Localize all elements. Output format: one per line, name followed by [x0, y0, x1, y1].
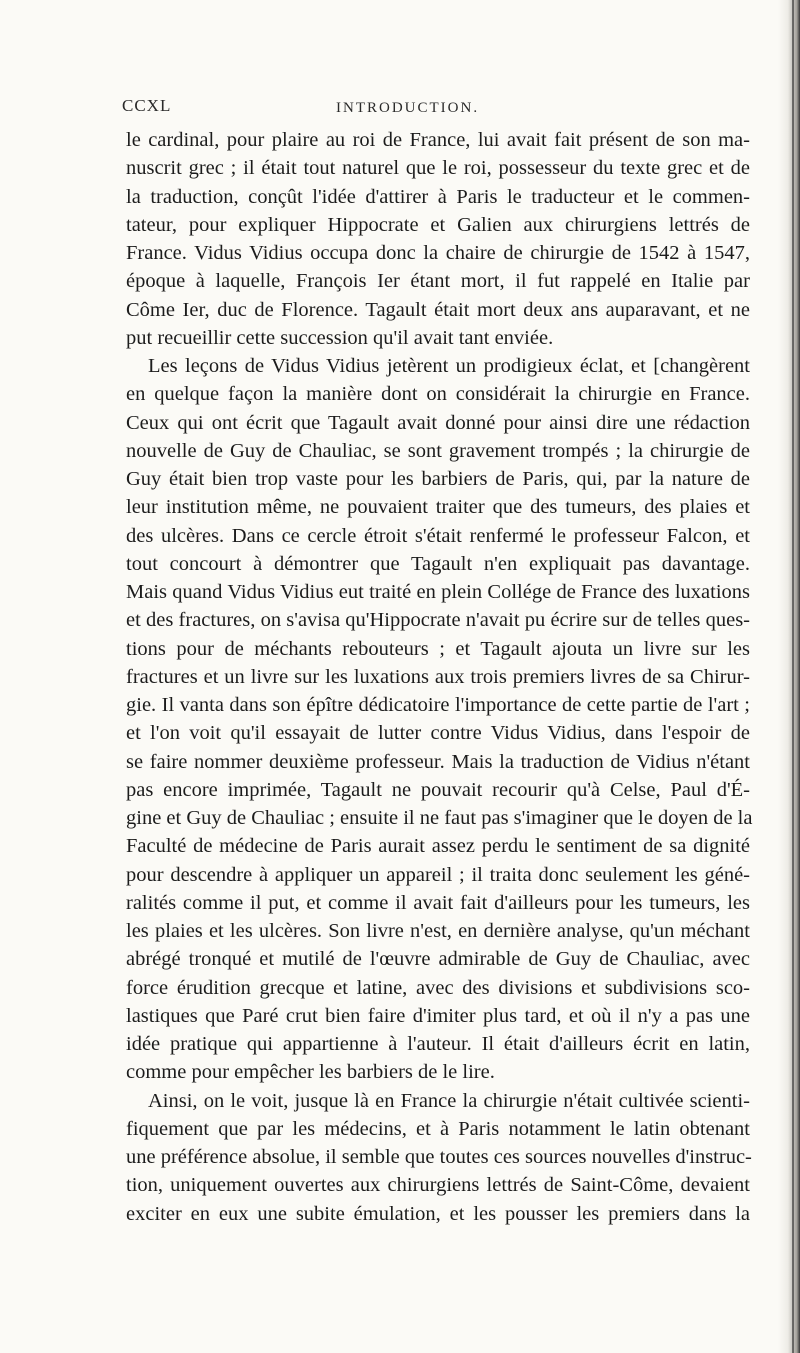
- text-line: nuscrit grec ; il était tout naturel que le roi, possesseur du texte grec et de: [126, 157, 750, 180]
- book-binding-line: [792, 0, 794, 1353]
- text-line: ralités comme il put, et comme il avait fait d'ailleurs pour les tumeurs, les: [126, 891, 750, 914]
- text-line: Faculté de médecine de Paris aurait assez perdu le sentiment de sa dignité: [126, 835, 750, 858]
- text-line: le cardinal, pour plaire au roi de France, lui avait fait présent de son ma-: [126, 129, 750, 151]
- text-line: exciter en eux une subite émulation, et les pousser les premiers dans la: [126, 1202, 750, 1225]
- text-line: put recueillir cette succession qu'il avait tant enviée.: [126, 326, 554, 349]
- text-line: abrégé tronqué et mutilé de l'œuvre admirable de Guy de Chauliac, avec: [126, 948, 750, 971]
- text-line: époque à laquelle, François Ier étant mort, il fut rappelé en Italie par: [126, 270, 750, 293]
- text-line: Guy était bien trop vaste pour les barbiers de Paris, qui, par la nature de: [126, 468, 750, 490]
- text-line: fractures et un livre sur les luxations aux trois premiers livres de sa Chirur-: [126, 665, 750, 688]
- text-line: en quelque façon la manière dont on considérait la chirurgie en France.: [126, 383, 750, 406]
- text-line: se faire nommer deuxième professeur. Mais la traduction de Vidius n'étant: [126, 750, 750, 773]
- text-line: nouvelle de Guy de Chauliac, se sont gravement trompés ; la chirurgie de: [126, 439, 750, 462]
- text-line: tateur, pour expliquer Hippocrate et Galien aux chirurgiens lettrés de: [126, 213, 750, 236]
- text-line: Côme Ier, duc de Florence. Tagault était mort deux ans auparavant, et ne: [126, 298, 750, 321]
- running-head: INTRODUCTION.: [336, 100, 480, 116]
- text-line: force érudition grecque et latine, avec des divisions et subdivisions sco-: [126, 976, 750, 999]
- text-line: Mais quand Vidus Vidius eut traité en plein Collége de France des luxations: [126, 581, 750, 603]
- text-line: gie. Il vanta dans son épître dédicatoire l'importance de cette partie de l'art ;: [126, 694, 750, 716]
- text-line: tions pour de méchants rebouteurs ; et Tagault ajouta un livre sur les: [126, 637, 750, 660]
- text-line: une préférence absolue, il semble que toutes ces sources nouvelles d'instruc-: [126, 1146, 752, 1168]
- text-line: France. Vidus Vidius occupa donc la chaire de chirurgie de 1542 à 1547,: [126, 242, 750, 264]
- text-line: Ceux qui ont écrit que Tagault avait donné pour ainsi dire une rédaction: [126, 411, 750, 434]
- book-binding-edge: [778, 0, 800, 1353]
- text-line: gine et Guy de Chauliac ; ensuite il ne faut pas s'imaginer que le doyen de la: [126, 807, 753, 829]
- text-line: et des fractures, on s'avisa qu'Hippocrate n'avait pu écrire sur de telles ques-: [126, 609, 750, 632]
- page-number: CCXL: [122, 96, 172, 115]
- body-text: [126, 126, 753, 1228]
- text-line: leur institution même, ne pouvaient traiter que des tumeurs, des plaies et: [126, 496, 750, 519]
- text-line: Ainsi, on le voit, jusque là en France la chirurgie n'était cultivée scienti-: [148, 1089, 750, 1112]
- text-line: et l'on voit qu'il essayait de lutter contre Vidus Vidius, dans l'espoir de: [126, 722, 750, 745]
- text-line: pour descendre à appliquer un appareil ; il traita donc seulement les géné-: [126, 863, 750, 886]
- text-line: idée pratique qui appartienne à l'auteur. Il était d'ailleurs écrit en latin,: [126, 1033, 750, 1055]
- text-line: Les leçons de Vidus Vidius jetèrent un prodigieux éclat, et [changèrent: [148, 355, 750, 377]
- page-header: [122, 96, 742, 126]
- text-line: lastiques que Paré crut bien faire d'imiter plus tard, et où il n'y a pas une: [126, 1004, 750, 1027]
- text-line: comme pour empêcher les barbiers de le lire.: [126, 1061, 495, 1084]
- text-line: des ulcères. Dans ce cercle étroit s'était renfermé le professeur Falcon, et: [126, 524, 750, 547]
- text-line: fiquement que par les médecins, et à Paris notamment le latin obtenant: [126, 1117, 750, 1140]
- text-line: les plaies et les ulcères. Son livre n'est, en dernière analyse, qu'un méchant: [126, 920, 750, 942]
- text-line: pas encore imprimée, Tagault ne pouvait recourir qu'à Celse, Paul d'É-: [126, 778, 750, 801]
- text-line: tout concourt à démontrer que Tagault n'en expliquait pas davantage.: [126, 552, 750, 575]
- text-line: tion, uniquement ouvertes aux chirurgiens lettrés de Saint-Côme, devaient: [126, 1174, 750, 1197]
- text-line: la traduction, conçût l'idée d'attirer à Paris le traducteur et le commen-: [126, 185, 750, 208]
